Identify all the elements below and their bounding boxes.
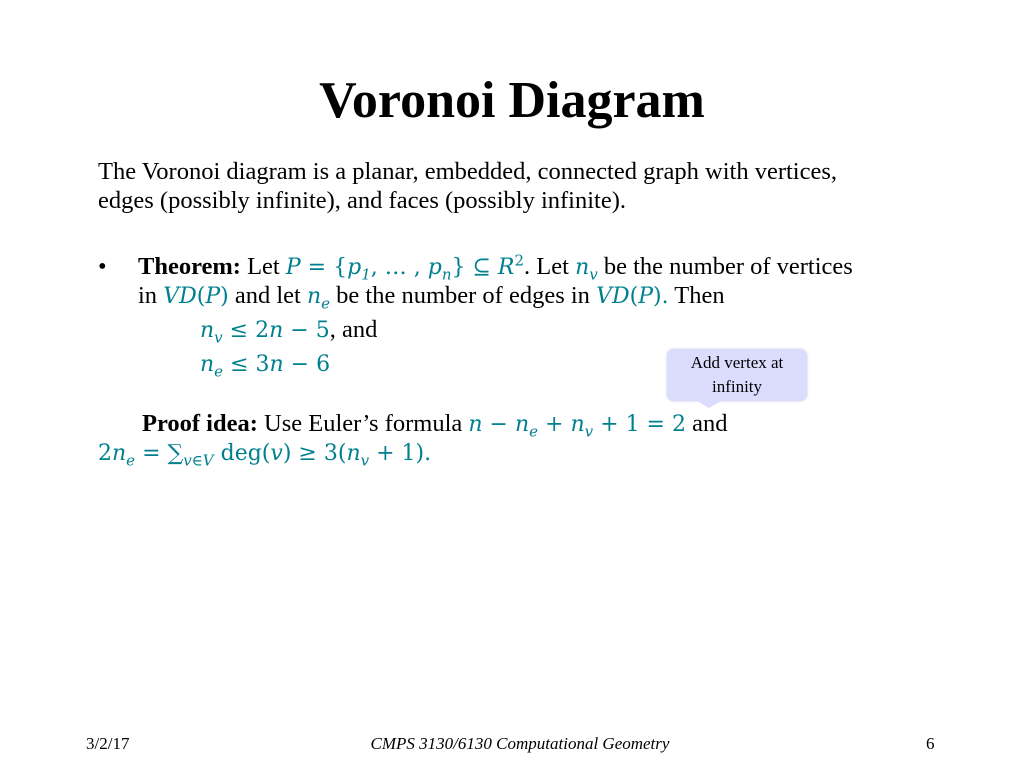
math-degree-sum: $2n_e = \sum_{v\in V}$ $deg(v) \ge 3(n_v + 1)$. (98, 441, 432, 470)
callout-line-2: infinity (711, 377, 763, 396)
edge-bound (200, 350, 331, 381)
footer-course: CMPS 3130/6130 Computational Geometry (370, 734, 670, 753)
math-nv: $n_v$ (575, 255, 598, 284)
math-vdp: VD(P) (163, 284, 229, 309)
intro-paragraph (98, 157, 998, 215)
page-number: 6 (926, 734, 935, 753)
callout-line-1: Add vertex at (690, 353, 784, 372)
theorem-vertices-text: be the number of vertices (603, 253, 853, 280)
math-point-set: $P = \{p_1$, … , $p_n$} ⊆ $R^2$ (285, 251, 525, 284)
proof-and: and (692, 410, 728, 437)
proof-label: Proof idea: (142, 410, 258, 437)
theorem-then: Then (674, 282, 725, 309)
math-vertex-bound: $n_v \le 2n - 5$ (200, 318, 330, 347)
footer-date: 3/2/17 (86, 734, 130, 753)
vertex-bound (200, 316, 378, 347)
proof-line-2 (98, 439, 431, 468)
intro-line-1: The Voronoi diagram is a planar, embedded, connected graph with vertices, (98, 158, 837, 185)
theorem-edges-text: be the number of edges in (336, 282, 590, 309)
math-edge-bound: $n_e \le 3n - 6$ (200, 352, 331, 381)
math-ne: $n_e$ (306, 284, 331, 313)
proof-line-1 (142, 410, 727, 439)
vertex-bound-suffix: , and (329, 316, 378, 343)
math-euler-formula: $n - n_e + n_v + 1 = 2$ (468, 412, 686, 441)
slide-title: Voronoi Diagram (319, 72, 705, 129)
proof-text: Use Euler’s formula (264, 410, 463, 437)
theorem-label: Theorem: (138, 253, 241, 280)
intro-line-2: edges (possibly infinite), and faces (possibly infinite). (98, 187, 626, 214)
callout-tail (695, 400, 723, 408)
theorem-and-let: and let (234, 282, 301, 309)
theorem-let: Let (247, 253, 280, 280)
theorem-text (138, 253, 998, 311)
callout-bubble (667, 349, 807, 401)
math-vdp-2: VD(P). (596, 284, 669, 309)
bullet-icon: • (98, 253, 107, 280)
theorem-in: in (138, 282, 158, 309)
theorem-let-2: . Let (524, 253, 569, 280)
